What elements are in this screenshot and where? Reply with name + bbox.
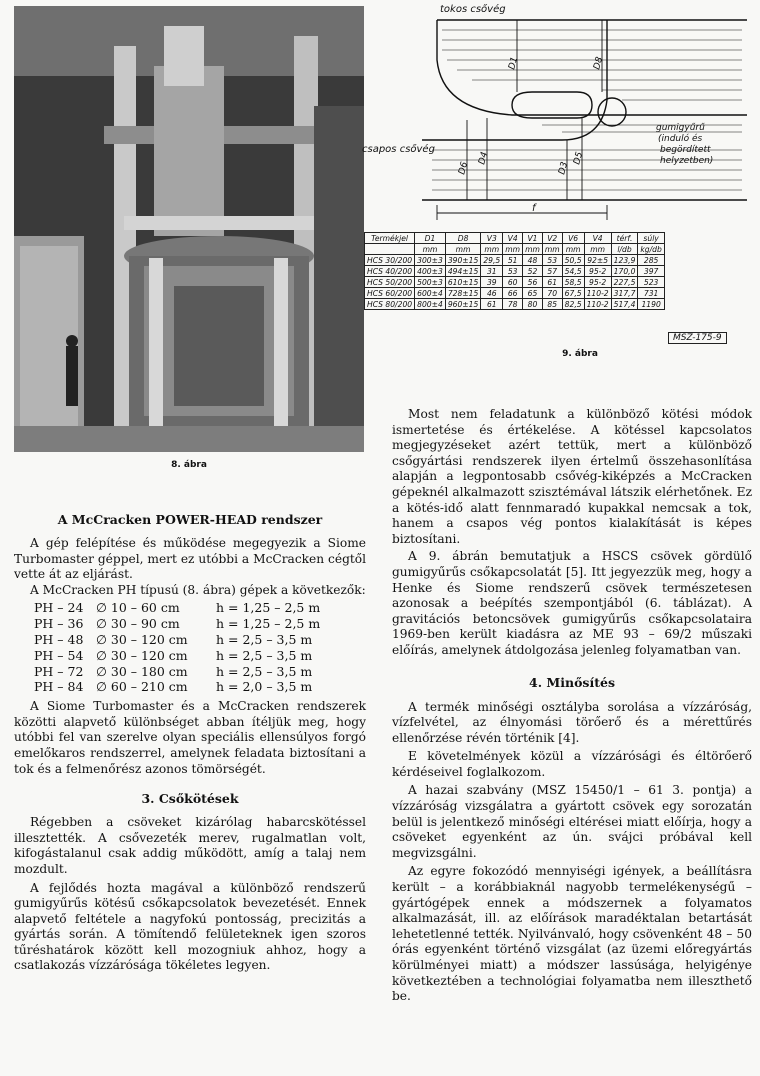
pipe-dimensions-table [364,232,665,310]
table-cell: 80 [523,299,543,310]
table-cell: 95-2 [584,266,611,277]
paragraph: Régebben a csöveket kizárólag habarcskötéssel illesztették. A csővezeték merev, rugalmatlan volt, kifogástalanul csak addig működött, amíg a talaj nem mozdult. [14,815,366,876]
left-text-2 [14,699,366,777]
spec-row: PH – 72 ∅ 30 – 180 cm h = 2,5 – 3,5 m [34,663,313,679]
table-cell: 494±15 [445,266,481,277]
right-text-1 [392,407,752,659]
table-cell: 31 [481,266,503,277]
paragraph: E követelmények közül a vízzárósági és éltörőerő kérdéseivel foglalkozom. [392,749,752,779]
left-column [14,512,366,974]
section-heading-csokotesek: 3. Csőkötések [141,791,239,807]
table-unit-cell: mm [523,244,543,255]
left-text-1 [14,536,366,598]
table-cell: 110-2 [584,288,611,299]
table-header-cell: D8 [445,233,481,244]
paragraph: A hazai szabvány (MSZ 15450/1 – 61 3. pontja) a vízzáróság vizsgálatra a gyártott csövek egy sorozatán belül is jelentkező minőségi eltérései miatt előírja, hogy a csöveket egyenként az ún. svájci próbával kell megvizsgálni. [392,783,752,860]
paragraph: A Siome Turbomaster és a McCracken rendszerek közötti alapvető különbséget abban ítéljük meg, hogy utóbbi fel van szerelve olyan speciális ellensúlyos forgó emelőkaros rendszerrel, amelynek feladata biztosítani a tok és a felmenőrész azonos tömörségét. [14,699,366,776]
svg-text:D1: D1 [507,55,521,71]
table-header-cell: V6 [562,233,584,244]
ph-spec-list [14,600,366,695]
table-header-cell: térf. [611,233,638,244]
spec-row: PH – 24 ∅ 10 – 60 cm h = 1,25 – 2,5 m [34,600,321,616]
table-unit-cell: mm [445,244,481,255]
table-cell: 61 [542,277,562,288]
table-cell: 731 [638,288,664,299]
table-cell: 54,5 [562,266,584,277]
table-cell: 517,4 [611,299,638,310]
table-unit-cell: kg/db [638,244,664,255]
paragraph: A gép felépítése és működése megegyezik a Siome Turbomaster géppel, mert ez utóbbi a McCracken cégtől vette át az eljárást. [14,536,366,582]
table-cell: 1190 [638,299,664,310]
table-header-cell: V4 [503,233,523,244]
table-cell: 70 [542,288,562,299]
pipe-joint-diagram [362,0,758,240]
table-header-cell: V3 [481,233,503,244]
table-row [365,266,665,277]
table-header-cell: D1 [415,233,446,244]
table-cell: 728±15 [445,288,481,299]
table-cell: 123,9 [611,255,638,266]
table-cell: 61 [481,299,503,310]
table-row [365,277,665,288]
spec-row: PH – 54 ∅ 30 – 120 cm h = 2,5 – 3,5 m [34,647,313,663]
left-text-3 [14,815,366,974]
table-cell: HCS 40/200 [365,266,415,277]
table-cell: 52 [523,266,543,277]
table-cell: 46 [481,288,503,299]
table-row [365,255,665,266]
table-cell: 300±3 [415,255,446,266]
paragraph: A fejlődés hozta magával a különböző rendszerű gumigyűrűs kötésű csőkapcsolatok bevezetését. Ennek alapvető feltétele a nagyfokú pontosság, precizitás a gyártás során. A tömítendő felületeknek igen szoros tűréshatárok között kell mozogniuk ahhoz, hogy a csatlakozás vízzárósága tökéletes legyen. [14,880,366,973]
figure-8-caption: 8. ábra [171,460,207,470]
table-cell: 29,5 [481,255,503,266]
table-cell: 82,5 [562,299,584,310]
paragraph: Az egyre fokozódó mennyiségi igények, a beállításra került – a korábbiaknál nagyobb termelékenységű – gyártógépek ennek a módszernek a folyamatos alkalmazását, ill. az előírások maradéktalan betartását lehetetlenné tették. Nyilvánvaló, hogy csövenként 48 – 50 órás egyenként történő vizsgálat (az üzemi előregyártás körülményei miatt) a módszer lassúsága, helyigénye következtében a technológiai folyamatba nem illeszthető be. [392,864,752,1004]
svg-text:D6: D6 [457,160,471,176]
table-row [365,299,665,310]
spec-row: PH – 48 ∅ 30 – 120 cm h = 2,5 – 3,5 m [34,631,313,647]
table-cell: HCS 50/200 [365,277,415,288]
table-header-cell: Termékjel [365,233,415,244]
svg-text:D8: D8 [592,55,606,71]
table-cell: 92±5 [584,255,611,266]
right-column [392,407,752,1005]
table-cell: 960±15 [445,299,481,310]
paragraph: A 9. ábrán bemutatjuk a HSCS csövek gördülő gumigyűrűs csőkapcsolatát [5]. Itt jegyezzük meg, hogy a Henke és Siome rendszerű csövek természetesen azonosak a beépítés szempontjából (6. táblázat). A gravitációs betoncsövek gumigyűrűs csőkapcsolataira 1969-ben került kiadásra az ME 93 – 69/2 műszaki előírás, amelynek átdolgozása jelenleg folyamatban van. [392,549,752,657]
table-unit-cell: mm [503,244,523,255]
table-cell: 317,7 [611,288,638,299]
paragraph: A termék minőségi osztályba sorolása a vízzáróság, vízfelvétel, az élnyomási törőerő és a mérettűrés ellenőrzése révén történik [4]. [392,699,752,745]
table-cell: 110-2 [584,299,611,310]
figure-code: MSZ-175-9 [668,332,727,344]
table-cell: 51 [503,255,523,266]
table-cell: 85 [542,299,562,310]
machine-photo [14,6,364,452]
table-unit-cell [365,244,415,255]
table-header-cell: V2 [542,233,562,244]
table-unit-cell: mm [584,244,611,255]
table-header-cell: V1 [523,233,543,244]
table-cell: 39 [481,277,503,288]
table-cell: 400±3 [415,266,446,277]
table-cell: 397 [638,266,664,277]
svg-text:D4: D4 [477,150,491,166]
spec-row: PH – 36 ∅ 30 – 90 cm h = 1,25 – 2,5 m [34,616,321,632]
right-text-2 [392,700,752,1005]
table-cell: HCS 80/200 [365,299,415,310]
spec-row: PH – 84 ∅ 60 – 210 cm h = 2,0 – 3,5 m [34,679,313,695]
label-f: f [532,203,536,214]
table-unit-cell: mm [481,244,503,255]
table-cell: 53 [542,255,562,266]
table-cell: 390±15 [445,255,481,266]
table-cell: 600±4 [415,288,446,299]
table-cell: 285 [638,255,664,266]
table-unit-row [365,244,665,255]
section-heading-mccracken: A McCracken POWER-HEAD rendszer [57,512,323,527]
table-cell: 610±15 [445,277,481,288]
label-gumigyuru: gumigyűrű (induló és begördített helyzetben) [656,123,714,166]
table-cell: 56 [523,277,543,288]
table-header-cell: súly [638,233,664,244]
table-cell: 58,5 [562,277,584,288]
table-cell: 67,5 [562,288,584,299]
table-cell: 65 [523,288,543,299]
table-cell: 66 [503,288,523,299]
table-cell: 57 [542,266,562,277]
table-unit-cell: mm [542,244,562,255]
table-cell: 50,5 [562,255,584,266]
table-header-row [365,233,665,244]
table-cell: 227,5 [611,277,638,288]
table-cell: 48 [523,255,543,266]
table-cell: 95-2 [584,277,611,288]
table-cell: 500±3 [415,277,446,288]
svg-text:D5: D5 [572,150,586,166]
label-csapos: csapos csővég [362,144,435,155]
table-cell: 523 [638,277,664,288]
section-heading-minosites: 4. Minősítés [529,674,615,690]
table-unit-cell: mm [415,244,446,255]
label-tokos: tokos csővég [440,4,506,15]
table-cell: 60 [503,277,523,288]
table-cell: 800±4 [415,299,446,310]
table-cell: 78 [503,299,523,310]
table-header-cell: V4 [584,233,611,244]
svg-text:D3: D3 [557,160,571,176]
machine-photo-drawing [14,6,364,452]
table-cell: 170,0 [611,266,638,277]
paragraph: A McCracken PH típusú (8. ábra) gépek a következők: [30,582,366,597]
table-cell: HCS 60/200 [365,288,415,299]
figure-9-caption: 9. ábra [562,349,598,359]
paragraph: Most nem feladatunk a különböző kötési módok ismertetése és értékelése. A kötéssel kapcsolatos megjegyzéseket azért tettük, mert a különböző csőgyártási rendszerek ilyen értelmű összehasonlítása alapján a legpontosabb csővég-kiképzés a McCracken gépeknél alkalmazott szisztémával látszik elérhetőnek. Ez a kötés-idő alatt fennmaradó kupakkal nemcsak a tok, hanem a csapos vég pontos kialakítását is képes biztosítani. [392,407,752,546]
table-unit-cell: mm [562,244,584,255]
table-unit-cell: l/db [611,244,638,255]
table-cell: HCS 30/200 [365,255,415,266]
table-cell: 53 [503,266,523,277]
table-row [365,288,665,299]
